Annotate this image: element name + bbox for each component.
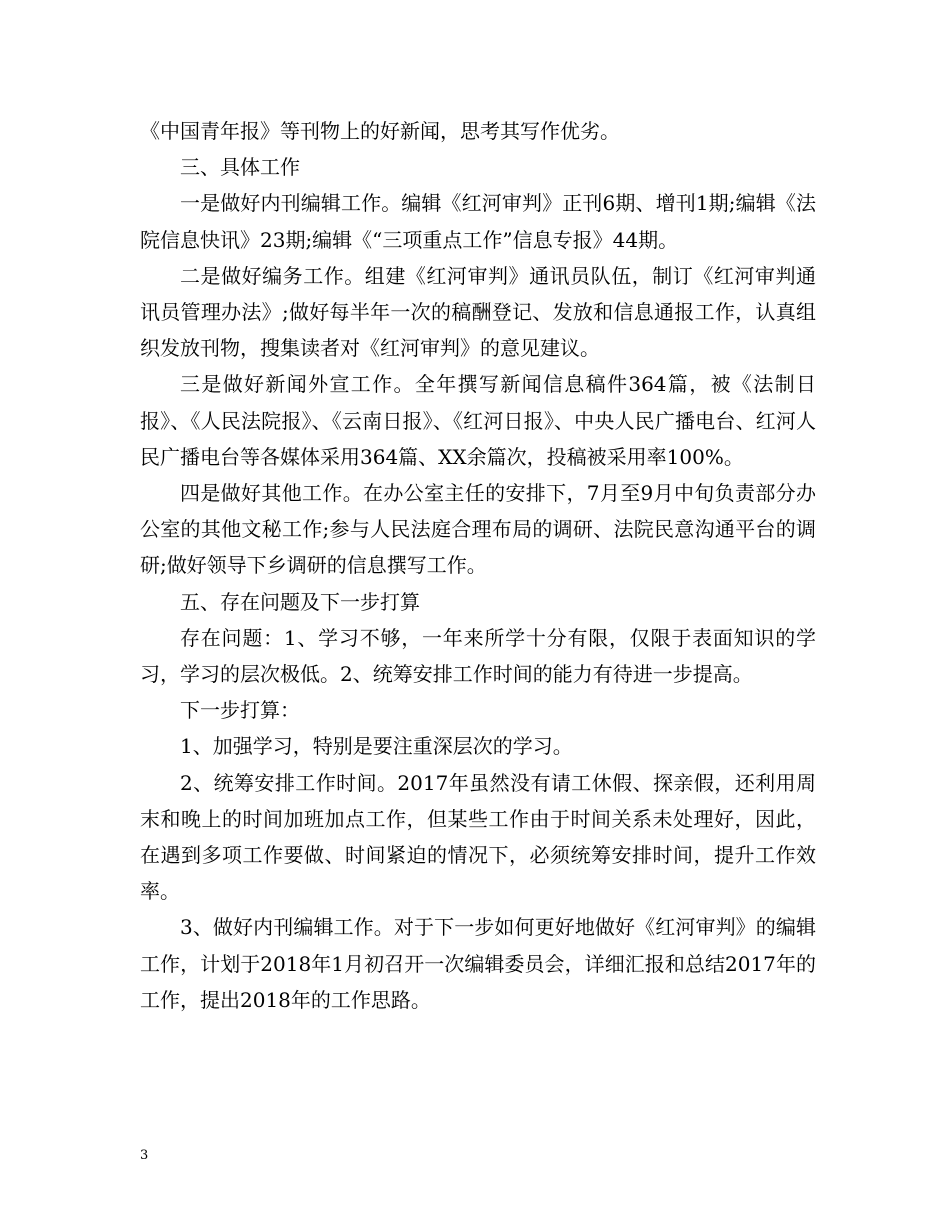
paragraph: 三是做好新闻外宣工作。全年撰写新闻信息稿件364篇，被《法制日报》、《人民法院报》、《云南日报》、《红河日报》、中央人民广播电台、红河人民广播电台等各媒体采用364篇、XX余篇次，投稿被采用率100%。 [140, 372, 816, 469]
section-heading-problems-and-plans: 五、存在问题及下一步打算 [180, 589, 420, 614]
paragraph: 存在问题：1、学习不够，一年来所学十分有限，仅限于表面知识的学习，学习的层次极低。2、统筹安排工作时间的能力有待进一步提高。 [140, 625, 816, 687]
paragraph: 四是做好其他工作。在办公室主任的安排下，7月至9月中旬负责部分办公室的其他文秘工作;参与人民法庭合理布局的调研、法院民意沟通平台的调研;做好领导下乡调研的信息撰写工作。 [140, 481, 816, 578]
paragraph: 二是做好编务工作。组建《红河审判》通讯员队伍，制订《红河审判通讯员管理办法》;做好每半年一次的稿酬登记、发放和信息通报工作，认真组织发放刊物，搜集读者对《红河审判》的意见建议。 [140, 263, 816, 361]
document-body [140, 113, 816, 1018]
list-item: 2、统筹安排工作时间。2017年虽然没有请工休假、探亲假，还利用周末和晚上的时间加班加点工作，但某些工作由于时间关系未处理好，因此，在遇到多项工作要做、时间紧迫的情况下，必须统筹安排时间，提升工作效率。 [140, 770, 816, 904]
section-heading-specific-work: 三、具体工作 [180, 155, 300, 180]
list-item: 3、做好内刊编辑工作。对于下一步如何更好地做好《红河审判》的编辑工作，计划于2018年1月初召开一次编辑委员会，详细汇报和总结2017年的工作，提出2018年的工作思路。 [140, 915, 816, 1012]
paragraph: 下一步打算： [180, 698, 300, 723]
page-number: 3 [140, 1148, 149, 1163]
list-item: 1、加强学习，特别是要注重深层次的学习。 [180, 734, 573, 759]
paragraph: 一是做好内刊编辑工作。编辑《红河审判》正刊6期、增刊1期;编辑《法院信息快讯》23期;编辑《“三项重点工作”信息专报》44期。 [140, 191, 816, 252]
paragraph: 《中国青年报》等刊物上的好新闻，思考其写作优劣。 [140, 119, 620, 143]
